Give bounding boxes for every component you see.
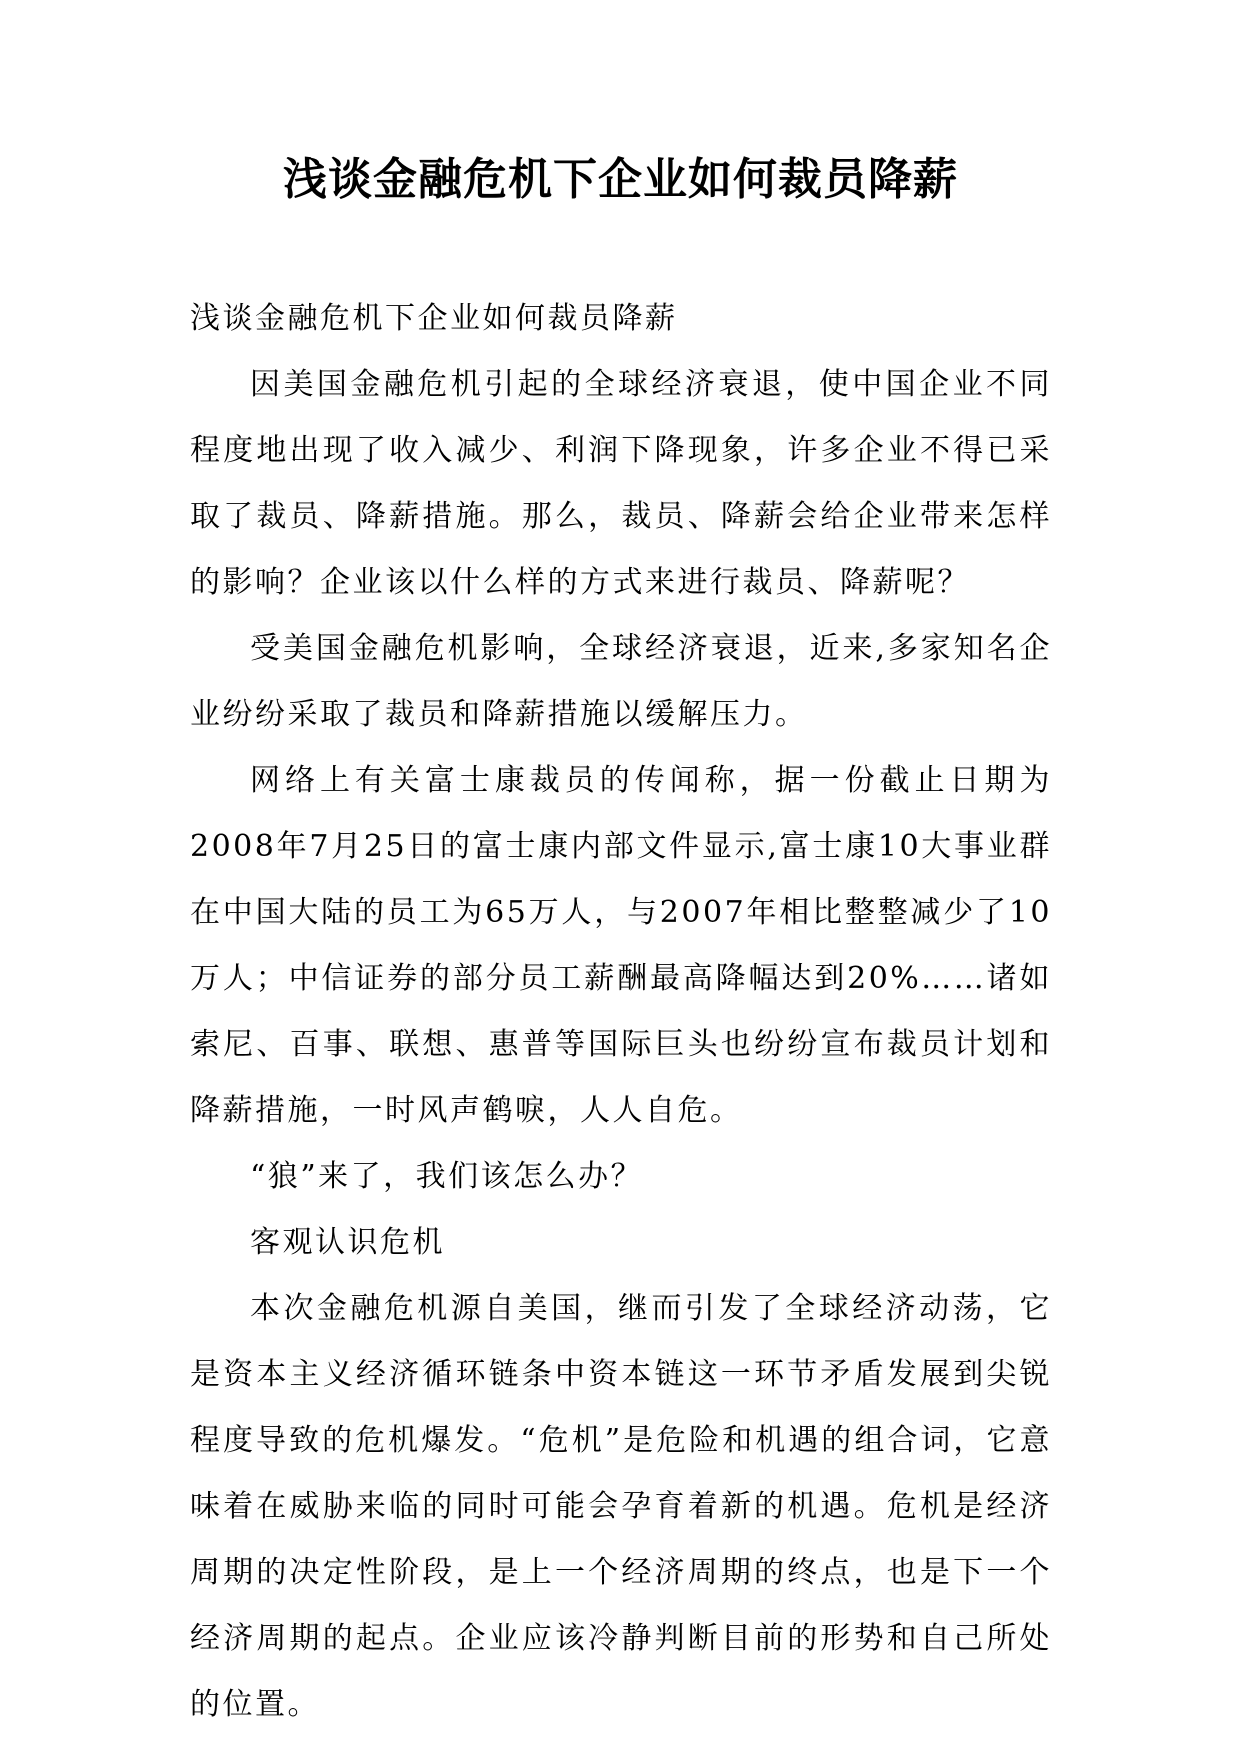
paragraph: 受美国金融危机影响，全球经济衰退，近来,多家知名企业纷纷采取了裁员和降薪措施以缓解压力。 <box>190 631 1052 732</box>
document-body <box>190 286 1052 1738</box>
paragraph: 因美国金融危机引起的全球经济衰退，使中国企业不同程度地出现了收入减少、利润下降现象，许多企业不得已采取了裁员、降薪措施。那么，裁员、降薪会给企业带来怎样的影响？企业该以什么样的方式来进行裁员、降薪呢？ <box>190 367 1052 600</box>
paragraph: 网络上有关富士康裁员的传闻称，据一份截止日期为2008年7月25日的富士康内部文件显示,富士康10大事业群在中国大陆的员工为65万人，与2007年相比整整减少了10万人；中信证券的部分员工薪酬最高降幅达到20%……诸如索尼、百事、联想、惠普等国际巨头也纷纷宣布裁员计划和降薪措施，一时风声鹤唳，人人自危。 <box>190 763 1052 1128</box>
paragraph: 本次金融危机源自美国，继而引发了全球经济动荡，它是资本主义经济循环链条中资本链这一环节矛盾发展到尖锐程度导致的危机爆发。“危机”是危险和机遇的组合词，它意味着在威胁来临的同时可能会孕育着新的机遇。危机是经济周期的决定性阶段，是上一个经济周期的终点，也是下一个经济周期的起点。企业应该冷静判断目前的形势和自己所处的位置。 <box>190 1291 1052 1722</box>
document-title: 浅谈金融危机下企业如何裁员降薪 <box>283 154 958 205</box>
paragraph: “狼”来了，我们该怎么办？ <box>250 1159 644 1194</box>
section-heading: 客观认识危机 <box>250 1225 445 1260</box>
paragraph-subtitle: 浅谈金融危机下企业如何裁员降薪 <box>190 301 678 336</box>
